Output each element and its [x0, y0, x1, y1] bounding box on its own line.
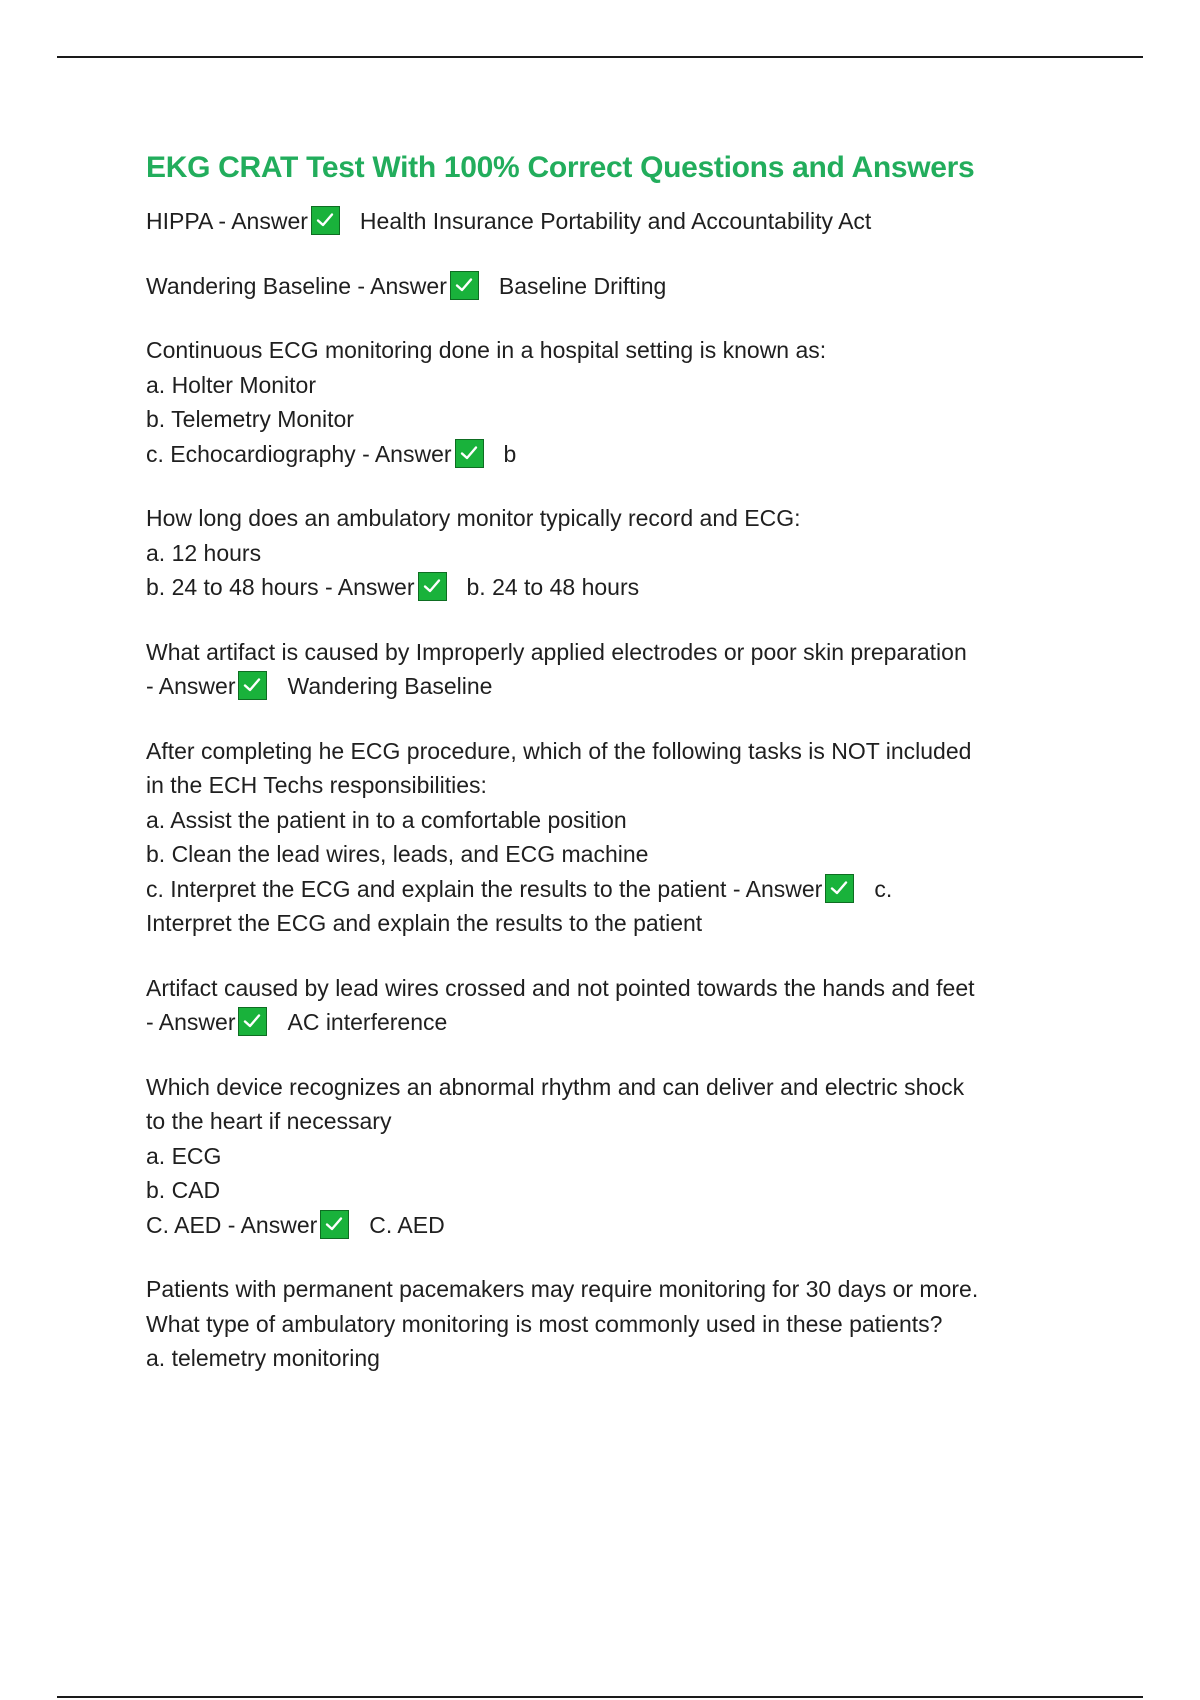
- question-line: [146, 768, 1106, 803]
- check-mark-box-icon: [311, 206, 340, 235]
- question-text: in the ECH Techs responsibilities:: [146, 772, 487, 798]
- question-text: Which device recognizes an abnormal rhythm and can deliver and electric shock: [146, 1073, 965, 1100]
- answer-text: Health Insurance Portability and Accountability Act: [359, 208, 872, 234]
- question-text: b. Clean the lead wires, leads, and ECG machine: [146, 841, 649, 867]
- document-body: [146, 146, 1106, 1406]
- question-line: [146, 333, 1106, 368]
- question-line: [146, 570, 1106, 605]
- question-line: [146, 501, 1106, 536]
- answer-text: Wandering Baseline: [287, 673, 493, 699]
- answer-text: b. 24 to 48 hours: [466, 574, 640, 600]
- question-line: [146, 1005, 1106, 1040]
- question-line: [146, 368, 1106, 403]
- question-text: a. Holter Monitor: [146, 371, 317, 398]
- question-line: [146, 669, 1106, 704]
- question-line: [146, 204, 1106, 239]
- answer-text: AC interference: [287, 1009, 448, 1035]
- question-text: - Answer: [146, 673, 236, 699]
- answer-text: C. AED: [369, 1211, 445, 1238]
- question-line: [146, 734, 1106, 769]
- question-line: [146, 906, 1106, 941]
- question-line: [146, 1307, 1106, 1342]
- question-text: Artifact caused by lead wires crossed and not pointed towards the hands and feet: [146, 974, 975, 1001]
- question-line: [146, 1272, 1106, 1307]
- question-line: [146, 635, 1106, 670]
- question-text: a. 12 hours: [146, 539, 262, 566]
- question-text: b. CAD: [146, 1177, 221, 1203]
- question-text: After completing he ECG procedure, which of the following tasks is NOT included: [146, 737, 972, 764]
- question-line: [146, 1139, 1106, 1174]
- question-line: [146, 971, 1106, 1006]
- question-text: C. AED - Answer: [146, 1211, 318, 1238]
- answer-text: b: [503, 440, 517, 467]
- question-text: - Answer: [146, 1009, 236, 1035]
- question-line: [146, 1104, 1106, 1139]
- question-line: [146, 1341, 1106, 1376]
- answer-text: Baseline Drifting: [498, 272, 667, 299]
- question-line: [146, 1208, 1106, 1243]
- question-text: Wandering Baseline - Answer: [146, 272, 447, 299]
- question-line: [146, 1173, 1106, 1208]
- question-line: [146, 437, 1106, 472]
- check-mark-box-icon: [418, 572, 447, 601]
- answer-text: c.: [874, 875, 893, 902]
- question-text: HIPPA - Answer: [146, 208, 308, 234]
- question-text: How long does an ambulatory monitor typically record and ECG:: [146, 505, 801, 531]
- qa-list: [146, 204, 1106, 1376]
- question-text: a. ECG: [146, 1142, 222, 1169]
- footer-rule: [57, 1696, 1143, 1698]
- header-rule: [57, 56, 1143, 58]
- question-line: [146, 837, 1106, 872]
- question-line: [146, 402, 1106, 437]
- check-mark-box-icon: [320, 1210, 349, 1239]
- question-text: c. Interpret the ECG and explain the results to the patient - Answer: [146, 875, 823, 902]
- question-block: [146, 269, 1106, 304]
- question-block: [146, 635, 1106, 704]
- question-block: [146, 1272, 1106, 1376]
- question-text: What type of ambulatory monitoring is most commonly used in these patients?: [146, 1310, 943, 1337]
- question-text: c. Echocardiography - Answer: [146, 440, 452, 467]
- question-line: [146, 872, 1106, 907]
- question-line: [146, 803, 1106, 838]
- question-text: a. telemetry monitoring: [146, 1345, 380, 1371]
- question-text: Continuous ECG monitoring done in a hospital setting is known as:: [146, 337, 827, 363]
- question-text: Interpret the ECG and explain the results to the patient: [146, 910, 703, 936]
- question-line: [146, 1070, 1106, 1105]
- document-title: EKG CRAT Test With 100% Correct Questions and Answers: [146, 151, 975, 184]
- question-line: [146, 536, 1106, 571]
- question-line: [146, 269, 1106, 304]
- question-text: b. 24 to 48 hours - Answer: [146, 574, 415, 600]
- check-mark-box-icon: [238, 1007, 267, 1036]
- question-text: a. Assist the patient in to a comfortable position: [146, 806, 627, 833]
- question-block: [146, 734, 1106, 941]
- question-text: What artifact is caused by Improperly applied electrodes or poor skin preparation: [146, 638, 967, 665]
- question-text: Patients with permanent pacemakers may require monitoring for 30 days or more.: [146, 1276, 979, 1302]
- check-mark-box-icon: [825, 874, 854, 903]
- question-text: b. Telemetry Monitor: [146, 406, 354, 432]
- question-block: [146, 333, 1106, 471]
- question-block: [146, 971, 1106, 1040]
- question-block: [146, 501, 1106, 605]
- question-block: [146, 204, 1106, 239]
- question-text: to the heart if necessary: [146, 1108, 392, 1134]
- check-mark-box-icon: [455, 439, 484, 468]
- question-block: [146, 1070, 1106, 1243]
- check-mark-box-icon: [238, 671, 267, 700]
- check-mark-box-icon: [450, 271, 479, 300]
